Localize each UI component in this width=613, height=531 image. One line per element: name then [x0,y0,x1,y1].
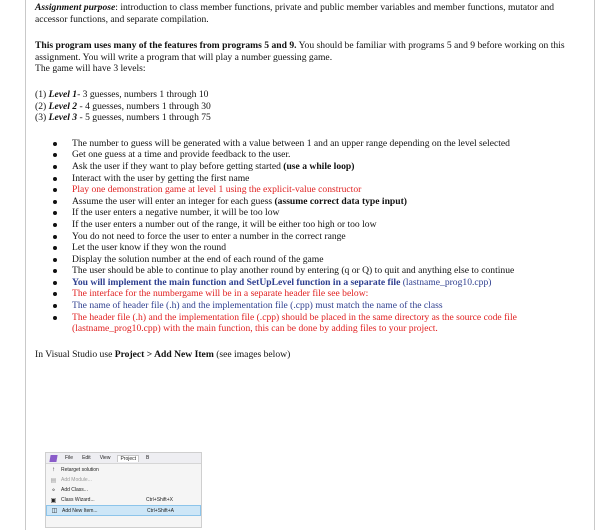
requirement-item: If the user enters a number out of the range, it will be either too high or too low [35,219,587,231]
program-rest-text: You should be familiar with programs 5 and 9 before working on this assignment. You will write a program that will play a number guessing game. [35,40,565,63]
menu-item-label: Class Wizard... [61,497,95,503]
requirement-item: Play one demonstration game at level 1 using the explicit-value constructor [35,184,587,196]
bullet-icon [53,316,57,320]
bullet-icon [53,246,57,250]
visual-studio-logo-icon [50,455,58,462]
bullet-icon [53,177,57,181]
menu-item-add-new-item[interactable] [46,505,201,516]
level-desc: - 4 guesses, numbers 1 through 30 [77,100,211,112]
menu-item-icon: ▣ [50,497,57,504]
program-paragraph [35,40,587,63]
bullet-icon [53,281,57,285]
menu-item-label: Retarget solution [61,467,99,473]
requirement-item: You will implement the main function and SetUpLevel function in a separate file (lastname_prog10.cpp) [35,277,587,289]
menu-item-icon: ◫ [51,508,58,514]
intro-paragraph [35,2,587,25]
bullet-icon [53,153,57,157]
project-menu-dropdown [46,464,201,516]
bullet-icon [53,223,57,227]
bullet-icon [53,292,57,296]
vs-menubar [46,453,201,464]
menu-item-shortcut: Ctrl+Shift+X [146,497,173,503]
menu-item-class-wizard[interactable] [46,495,201,505]
menu-item-icon: ↑ [52,467,55,473]
requirements-list [35,138,587,335]
requirement-item: Interact with the user by getting the first name [35,173,587,185]
menu-view[interactable]: View [99,455,111,461]
assignment-content [35,2,587,360]
visual-studio-instruction: In Visual Studio use Project > Add New Item (see images below) [35,348,291,360]
requirement-item: The name of header file (.h) and the implementation file (.cpp) must match the name of the class [35,300,587,312]
program-bold-text: This program uses many of the features from programs 5 and 9. [35,40,297,52]
menu-item-label: Add New Item... [62,507,98,514]
requirement-item: Let the user know if they won the round [35,242,587,254]
level-item: (2) Level 2 - 4 guesses, numbers 1 through 30 [35,100,211,112]
bullet-icon [53,200,57,204]
level-desc: - 3 guesses, numbers 1 through 10 [77,88,209,100]
menu-item-icon: ⚬ [50,487,57,494]
level-name: Level 1 [48,88,78,100]
menu-build[interactable]: B [146,455,150,461]
menu-edit[interactable]: Edit [82,455,91,461]
levels-list [35,89,587,124]
bullet-icon [53,211,57,215]
level-name: Level 2 [48,100,78,112]
visual-studio-menu-screenshot [45,452,202,528]
requirement-item: The header file (.h) and the implementation file (.cpp) should be placed in the same directory as the source code file (lastname_prog10.cpp) with the main function, this can be done by adding files to your project. [35,312,587,335]
level-name: Level 3 [48,112,78,124]
bullet-icon [53,142,57,146]
requirement-item: If the user enters a negative number, it will be too low [35,207,587,219]
requirement-item: The user should be able to continue to play another round by entering (q or Q) to quit and anything else to continue [35,265,587,277]
requirement-item: Display the solution number at the end of each round of the game [35,254,587,266]
menu-item-label: Add Module... [61,477,92,483]
requirement-item: You do not need to force the user to enter a number in the correct range [35,231,587,243]
levels-intro: The game will have 3 levels: [35,63,146,75]
menu-item-add-module[interactable] [46,475,201,485]
bullet-icon [53,235,57,239]
bullet-icon [53,188,57,192]
menu-item-retarget-solution[interactable] [46,465,201,475]
purpose-label: Assignment purpose [35,2,116,13]
requirement-item: Assume the user will enter an integer for each guess (assume correct data type input) [35,196,587,208]
bullet-icon [53,304,57,308]
bullet-icon [53,258,57,262]
bullet-icon [53,269,57,273]
level-item: (3) Level 3 - 5 guesses, numbers 1 through 75 [35,112,211,124]
purpose-text: : introduction to class member functions, private and public member variables and member functions, mutator and accessor functions, and separate compilation. [35,2,555,25]
requirement-item: Get one guess at a time and provide feedback to the user. [35,149,587,161]
menu-path: Project > Add New Item [114,348,214,360]
level-item: (1) Level 1- 3 guesses, numbers 1 through 10 [35,88,209,100]
menu-item-shortcut: Ctrl+Shift+A [147,507,174,514]
menu-item-label: Add Class... [61,487,88,493]
menu-project[interactable]: Project [117,455,139,462]
menu-file[interactable]: File [65,455,74,461]
requirement-item: Ask the user if they want to play before getting started (use a while loop) [35,161,587,173]
level-desc: - 5 guesses, numbers 1 through 75 [77,112,211,124]
requirement-item: The number to guess will be generated with a value between 1 and an upper range depending on the level selected [35,138,587,150]
bullet-icon [53,165,57,169]
menu-item-icon: ▤ [50,477,57,484]
menu-item-add-class[interactable] [46,485,201,495]
requirement-item: The interface for the numbergame will be in a separate header file see below: [35,288,587,300]
